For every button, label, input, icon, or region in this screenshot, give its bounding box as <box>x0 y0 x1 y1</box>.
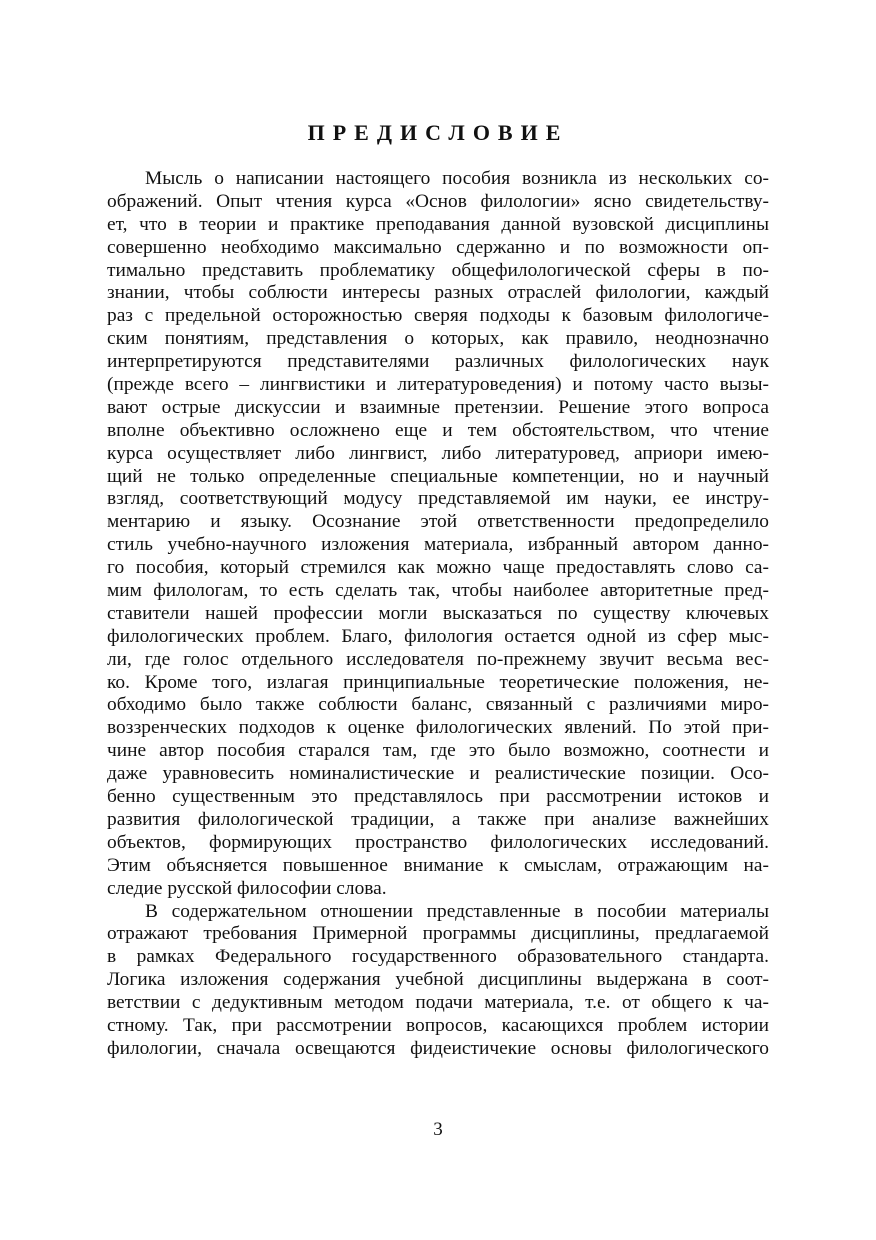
text-line: интерпретируются представителями различных филологических наук <box>107 351 769 373</box>
text-line: курса осуществляет либо лингвист, либо литературовед, априори имею- <box>107 442 769 464</box>
text-line: следие русской философии слова. <box>107 877 387 899</box>
page-title: ПРЕДИСЛОВИЕ <box>307 120 569 145</box>
text-line: ет, что в теории и практике преподавания данной вузовской дисциплины <box>107 213 769 235</box>
text-line: Мысль о написании настоящего пособия возникла из нескольких со- <box>145 168 769 189</box>
text-line: ставители нашей профессии могли высказаться по существу ключевых <box>107 602 769 624</box>
text-line: тимально представить проблематику общефилологической сферы в по- <box>107 259 769 281</box>
text-line: ко. Кроме того, излагая принципиальные теоретические положения, не- <box>107 671 769 693</box>
text-line: даже уравновесить номиналистические и реалистические позиции. Осо- <box>107 763 769 785</box>
text-line: Этим объясняется повышенное внимание к смыслам, отражающим на- <box>107 854 769 876</box>
text-line: совершенно необходимо максимально сдержанно и по возможности оп- <box>107 236 769 258</box>
text-line: чине автор пособия старался там, где это было возможно, соотнести и <box>107 740 769 762</box>
text-line: объектов, формирующих пространство филологических исследований. <box>107 831 769 853</box>
text-line: взгляд, соответствующий модусу представляемой им науки, ее инстру- <box>107 488 769 510</box>
text-line: раз с предельной осторожностью сверяя подходы к базовым филологиче- <box>107 305 769 327</box>
text-line: В содержательном отношении представленные в пособии материалы <box>145 900 769 922</box>
paragraph-1 <box>107 168 769 901</box>
text-line: щий не только определенные специальные компетенции, но и научный <box>107 465 769 487</box>
text-line: ображений. Опыт чтения курса «Основ филологии» ясно свидетельству- <box>107 190 769 212</box>
text-line: в рамках Федерального государственного образовательного стандарта. <box>107 946 769 968</box>
text-line: филологии, сначала освещаются фидеистичекие основы филологического <box>107 1037 769 1059</box>
text-line: отражают требования Примерной программы дисциплины, предлагаемой <box>107 923 769 945</box>
paragraph-2 <box>107 901 769 1061</box>
text-line: (прежде всего – лингвистики и литературоведения) и потому часто вызы- <box>107 374 769 396</box>
text-line: Логика изложения содержания учебной дисциплины выдержана в соот- <box>107 969 769 991</box>
text-line: ветствии с дедуктивным методом подачи материала, т.е. от общего к ча- <box>107 992 769 1014</box>
text-line: бенно существенным это представлялось при рассмотрении истоков и <box>107 786 769 808</box>
text-line: мим филологам, то есть сделать так, чтобы наиболее авторитетные пред- <box>107 580 769 602</box>
body-text <box>107 168 769 1061</box>
text-line: стиль учебно-научного изложения материала, избранный автором данно- <box>107 534 769 556</box>
text-line: вполне объективно осложнено еще и тем обстоятельством, что чтение <box>107 419 769 441</box>
text-line: воззренческих подходов к оценке филологических явлений. По этой при- <box>107 717 769 739</box>
text-line: знании, чтобы соблюсти интересы разных отраслей филологии, каждый <box>107 282 769 304</box>
text-line: ским понятиям, представления о которых, как правило, неоднозначно <box>107 328 769 350</box>
text-line: развития филологической традиции, а также при анализе важнейших <box>107 808 769 830</box>
text-line: обходимо было также соблюсти баланс, связанный с различиями миро- <box>107 694 769 716</box>
text-line: филологических проблем. Благо, филология остается одной из сфер мыс- <box>107 625 769 647</box>
text-line: вают острые дискуссии и взаимные претензии. Решение этого вопроса <box>107 396 769 418</box>
text-line: ментарию и языку. Осознание этой ответственности предопределило <box>107 511 769 533</box>
text-line: го пособия, который стремился как можно чаще предоставлять слово са- <box>107 557 769 579</box>
page-number: 3 <box>433 1119 443 1140</box>
text-line: стному. Так, при рассмотрении вопросов, касающихся проблем истории <box>107 1014 769 1036</box>
text-line: ли, где голос отдельного исследователя по-прежнему звучит весьма вес- <box>107 648 769 670</box>
